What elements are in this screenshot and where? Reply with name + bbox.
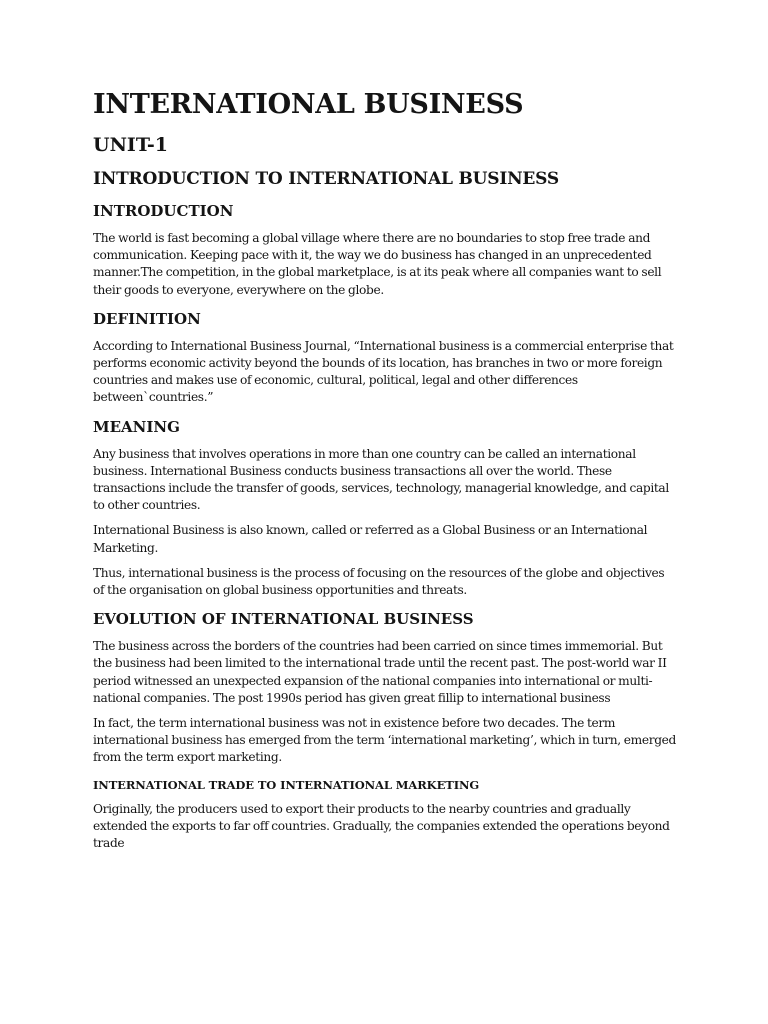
introduction-paragraph: The world is fast becoming a global village where there are no boundaries to stop free trade and communication. Keeping pace with it, the way we do business has changed in an unprecedented manner.The competition, in the global marketplace, is at its peak where all companies want to sell their goods to everyone, everywhere on the globe.: [93, 231, 662, 297]
meaning-paragraph-1: Any business that involves operations in more than one country can be called an international business. International Business conducts business transactions all over the world. These transactions include the transfer of goods, services, technology, managerial knowledge, and capital to other countries.: [93, 446, 669, 513]
section-heading-introduction: INTRODUCTION: [93, 202, 234, 220]
section-heading-definition: DEFINITION: [93, 309, 201, 328]
evolution-paragraph-2: In fact, the term international business was not in existence before two decades. The term international business has emerged from the term ‘international marketing’, which in turn, emerged from the term export marketing.: [93, 716, 676, 765]
meaning-paragraph-3: Thus, international business is the process of focusing on the resources of the globe and objectives of the organisation on global business opportunities and threats.: [93, 565, 665, 598]
definition-paragraph: According to International Business Journal, “International business is a commercial enterprise that performs economic activity beyond the bounds of its location, has branches in two or more foreign countries and makes use of economic, cultural, political, legal and other differences between`countries.”: [93, 338, 674, 405]
subsection-heading-trade-to-marketing: INTERNATIONAL TRADE TO INTERNATIONAL MARKETING: [93, 777, 480, 792]
trade-to-marketing-paragraph: Originally, the producers used to export their products to the nearby countries and gradually extended the exports to far off countries. Gradually, the companies extended the operations beyond trade: [93, 801, 670, 851]
meaning-paragraph-2: International Business is also known, called or referred as a Global Business or an International Marketing.: [93, 523, 648, 555]
document-content: [93, 88, 677, 860]
document-title: INTERNATIONAL BUSINESS: [93, 89, 524, 120]
unit-heading: UNIT-1: [93, 134, 168, 156]
evolution-paragraph-1: The business across the borders of the countries had been carried on since times immemorial. But the business had been limited to the international trade until the recent past. The post-world war II period witnessed an unexpected expansion of the national companies into international or multi-national companies. The post 1990s period has given great fillip to international business: [93, 639, 667, 705]
section-heading-evolution: EVOLUTION OF INTERNATIONAL BUSINESS: [93, 610, 474, 629]
chapter-subtitle: INTRODUCTION TO INTERNATIONAL BUSINESS: [93, 169, 559, 189]
section-heading-meaning: MEANING: [93, 417, 180, 436]
